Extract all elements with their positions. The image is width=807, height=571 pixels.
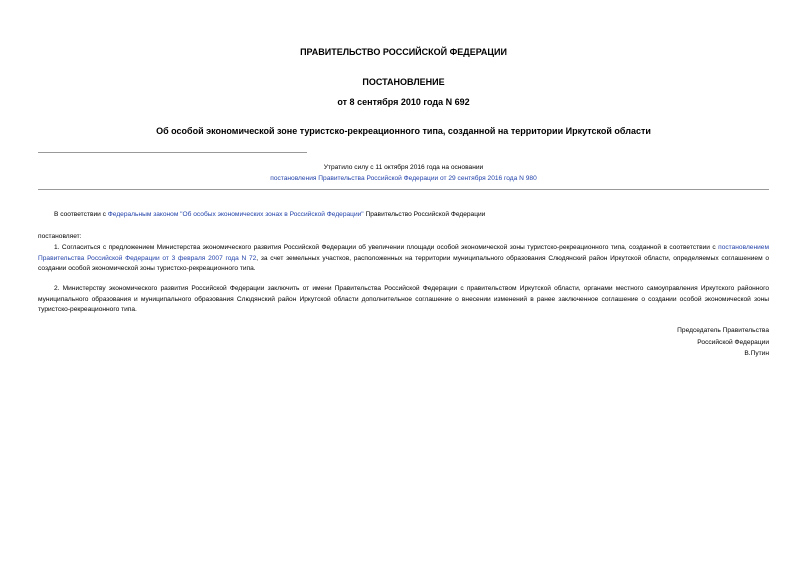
signature-organization: Российской Федерации: [697, 338, 769, 346]
document-date-number: от 8 сентября 2010 года N 692: [337, 97, 470, 107]
signature-name: В.Путин: [744, 350, 769, 357]
item-2-paragraph: 2. Министерству экономического развития Российской Федерации заключить от имени Правительства Российской Федерации с правительством Иркутской области, органами местного самоуправления Иркутского районного муниципального образования и муниципального образования Слюдянский район Иркутской области дополнительное соглашение о внесении изменений в ранее заключенное соглашение о создании особой экономической зоны туристско-рекреационного типа.: [38, 285, 769, 314]
signature-block: [677, 325, 769, 360]
item-1-text-start: 1. Согласиться с предложением Министерства экономического развития Российской Федерации об увеличении площади особой экономической зоны туристско-рекреационного типа, созданной в соответствии с: [54, 244, 719, 251]
preamble-paragraph: [38, 210, 769, 221]
document-title: Об особой экономической зоне туристско-рекреационного типа, созданной на территории Иркутской области: [156, 126, 651, 136]
long-divider: [38, 189, 769, 190]
decree-word: постановляет:: [38, 233, 82, 240]
lost-force-link[interactable]: постановления Правительства Российской Федерации от 29 сентября 2016 года N 980: [270, 175, 537, 182]
resolution-72-link[interactable]: постановлением Правительства Российской Федерации от 3 февраля 2007 года N 72: [38, 244, 769, 262]
short-divider: [38, 152, 307, 153]
signature-position: Председатель Правительства: [677, 327, 769, 334]
document-type: ПОСТАНОВЛЕНИЕ: [362, 77, 445, 87]
government-heading: ПРАВИТЕЛЬСТВО РОССИЙСКОЙ ФЕДЕРАЦИИ: [300, 47, 507, 57]
lost-force-note: Утратило силу с 11 октября 2016 года на основании: [323, 164, 484, 171]
preamble-text-start: В соответствии с: [54, 211, 108, 218]
item-1-paragraph: [38, 243, 769, 275]
item-1-text-end: , за счет земельных участков, расположенных на территории муниципального образования Слюдянский район Иркутской области, определяемых соглашением о создании особой экономической зоны туристско-рекреационного типа.: [38, 254, 770, 273]
federal-law-link[interactable]: Федеральным законом "Об особых экономических зонах в Российской Федерации": [107, 211, 364, 218]
lost-force-link-line: [0, 174, 807, 184]
preamble-text-end: Правительство Российской Федерации: [363, 211, 486, 218]
